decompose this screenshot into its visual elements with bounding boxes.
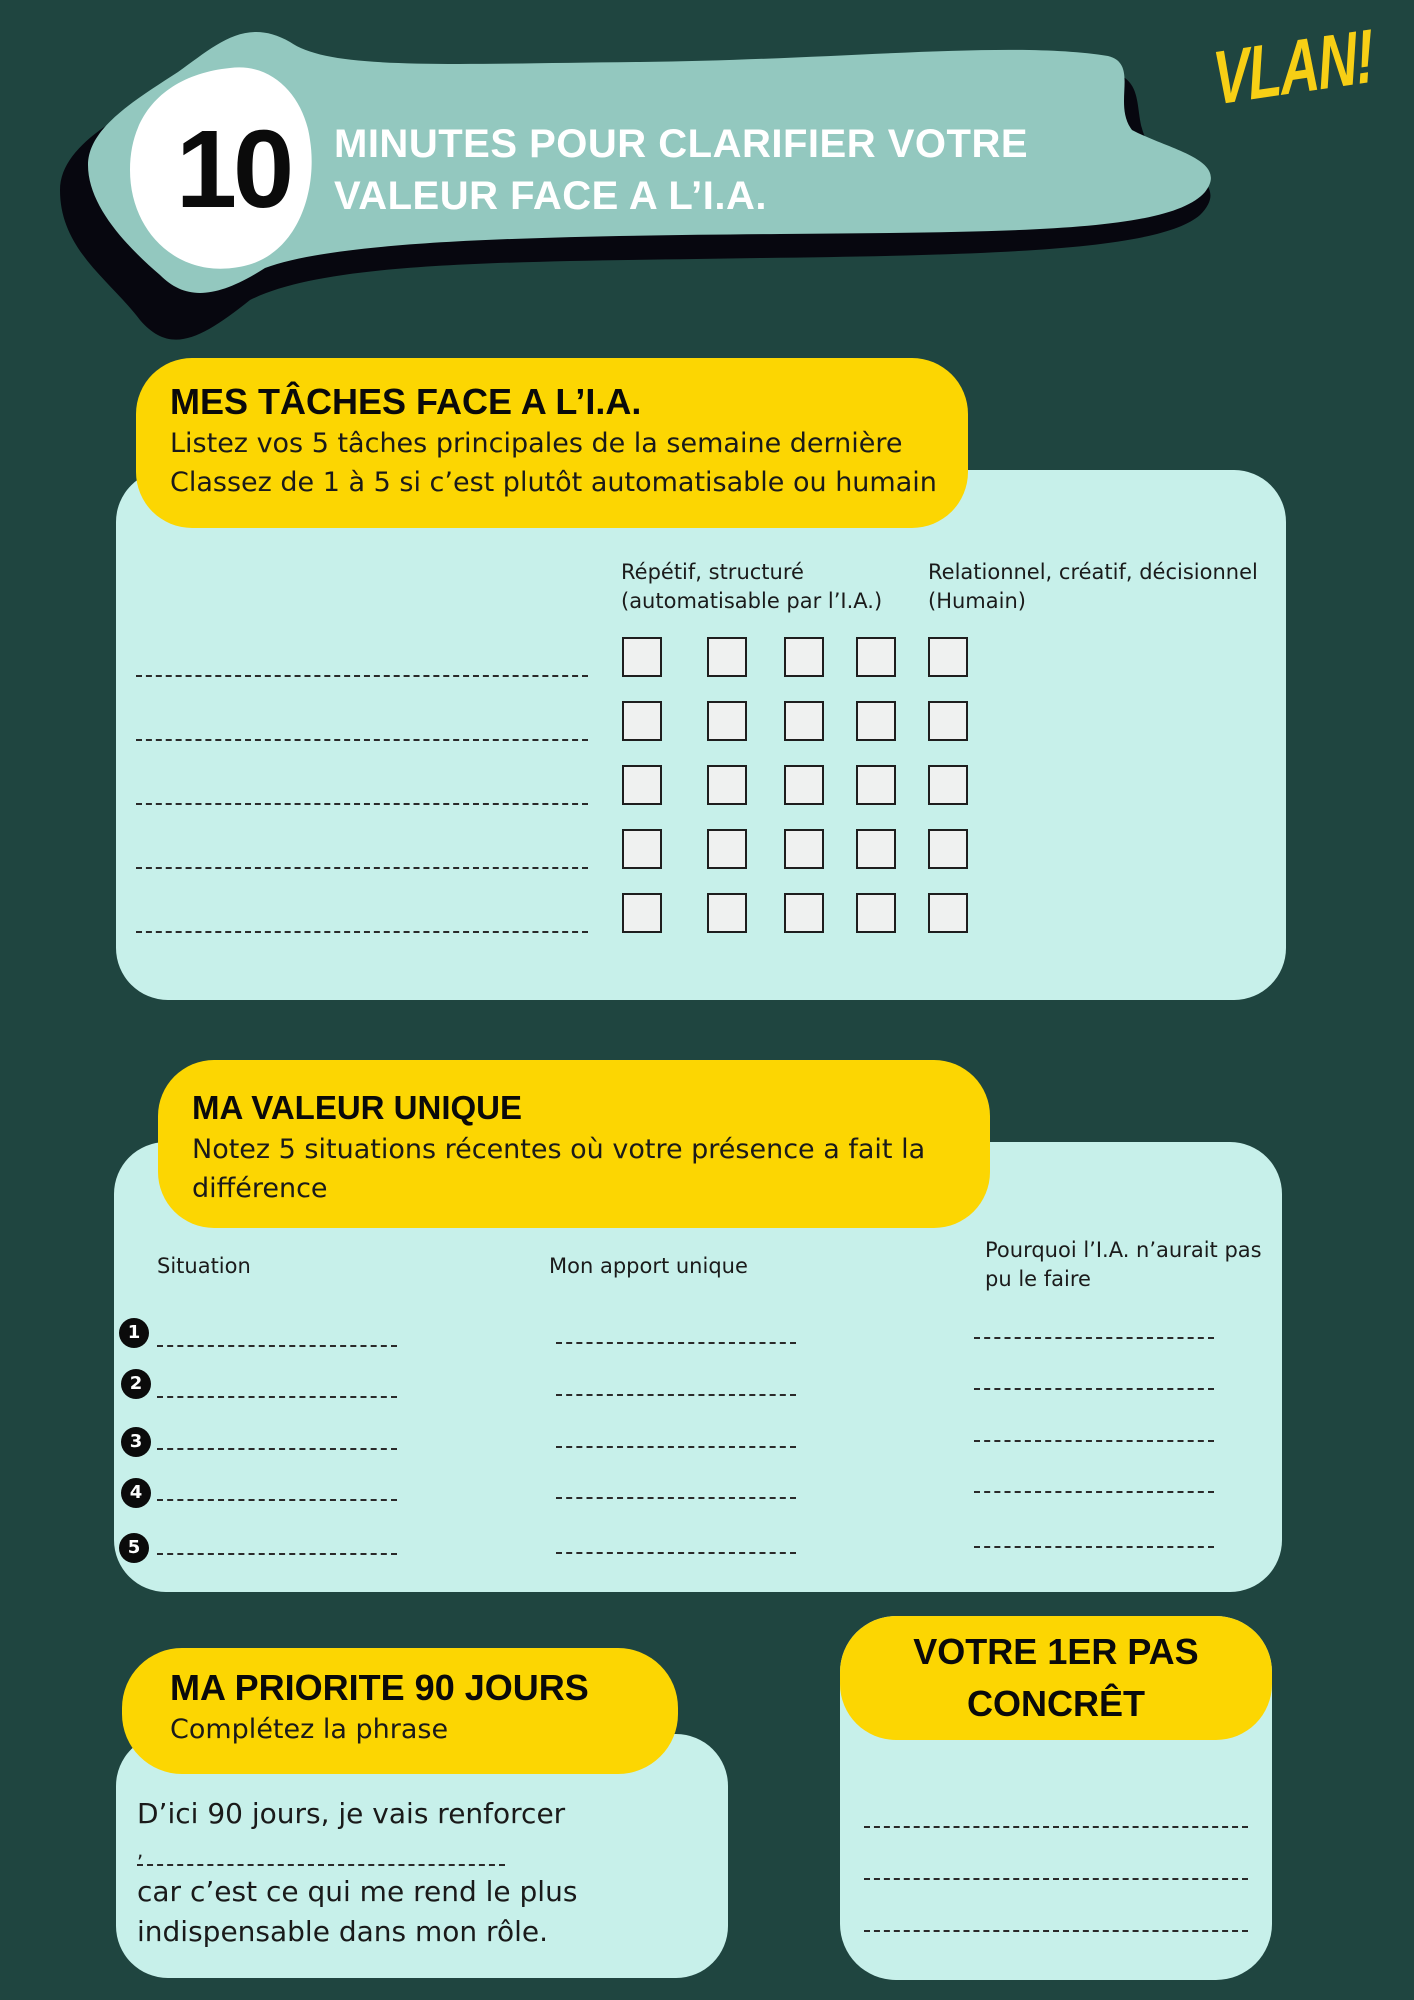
task-line-3[interactable] bbox=[136, 803, 588, 805]
step-title-line2: CONCRÊT bbox=[967, 1683, 1145, 1724]
pourquoi-line-5[interactable] bbox=[974, 1546, 1214, 1548]
task-1-score-2-checkbox[interactable] bbox=[707, 637, 747, 677]
priority-sentence-start: D’ici 90 jours, je vais renforcer bbox=[137, 1797, 566, 1830]
priority-sentence-line3: indispensable dans mon rôle. bbox=[137, 1915, 548, 1948]
task-4-score-4-checkbox[interactable] bbox=[856, 829, 896, 869]
task-3-score-4-checkbox[interactable] bbox=[856, 765, 896, 805]
pourquoi-line-4[interactable] bbox=[974, 1491, 1214, 1493]
task-2-score-2-checkbox[interactable] bbox=[707, 701, 747, 741]
value-col-situation: Situation bbox=[157, 1254, 251, 1278]
tasks-col-automatable-line2: (automatisable par l’I.A.) bbox=[621, 589, 883, 613]
priority-instruction: Complétez la phrase bbox=[170, 1714, 449, 1745]
situation-number-4: 4 bbox=[121, 1478, 151, 1508]
task-3-score-3-checkbox[interactable] bbox=[784, 765, 824, 805]
apport-line-4[interactable] bbox=[556, 1497, 796, 1499]
tasks-col-automatable bbox=[621, 558, 882, 616]
task-5-score-2-checkbox[interactable] bbox=[707, 893, 747, 933]
step-line-1[interactable] bbox=[864, 1826, 1248, 1828]
header-title-line1: MINUTES POUR CLARIFIER VOTRE bbox=[334, 122, 1029, 166]
step-title bbox=[842, 1626, 1270, 1730]
task-line-5[interactable] bbox=[136, 931, 588, 933]
task-4-score-5-checkbox[interactable] bbox=[928, 829, 968, 869]
task-4-score-3-checkbox[interactable] bbox=[784, 829, 824, 869]
task-line-4[interactable] bbox=[136, 867, 588, 869]
tasks-title: MES TÂCHES FACE A L’I.A. bbox=[170, 381, 642, 422]
pourquoi-line-2[interactable] bbox=[974, 1388, 1214, 1390]
apport-line-1[interactable] bbox=[556, 1342, 796, 1344]
situation-number-3: 3 bbox=[121, 1427, 151, 1457]
task-line-1[interactable] bbox=[136, 675, 588, 677]
task-3-score-2-checkbox[interactable] bbox=[707, 765, 747, 805]
value-title: MA VALEUR UNIQUE bbox=[192, 1089, 522, 1126]
task-1-score-4-checkbox[interactable] bbox=[856, 637, 896, 677]
step-title-line1: VOTRE 1ER PAS bbox=[913, 1631, 1199, 1672]
task-5-score-4-checkbox[interactable] bbox=[856, 893, 896, 933]
value-col-pourquoi bbox=[985, 1236, 1262, 1294]
situation-line-4[interactable] bbox=[157, 1499, 397, 1501]
situation-line-2[interactable] bbox=[157, 1396, 397, 1398]
task-1-score-1-checkbox[interactable] bbox=[622, 637, 662, 677]
situation-number-2: 2 bbox=[121, 1369, 151, 1399]
priority-header-pill bbox=[122, 1648, 678, 1774]
task-2-score-1-checkbox[interactable] bbox=[622, 701, 662, 741]
pourquoi-line-1[interactable] bbox=[974, 1337, 1214, 1339]
value-header-pill bbox=[158, 1060, 990, 1228]
priority-sentence-comma: , bbox=[137, 1838, 144, 1862]
task-3-score-5-checkbox[interactable] bbox=[928, 765, 968, 805]
task-line-2[interactable] bbox=[136, 739, 588, 741]
apport-line-3[interactable] bbox=[556, 1446, 796, 1448]
task-4-score-1-checkbox[interactable] bbox=[622, 829, 662, 869]
task-2-score-3-checkbox[interactable] bbox=[784, 701, 824, 741]
tasks-instruction-1: Listez vos 5 tâches principales de la semaine dernière bbox=[170, 428, 903, 459]
task-5-score-3-checkbox[interactable] bbox=[784, 893, 824, 933]
tasks-col-human bbox=[928, 558, 1258, 616]
task-3-score-1-checkbox[interactable] bbox=[622, 765, 662, 805]
situation-line-1[interactable] bbox=[157, 1345, 397, 1347]
tasks-col-automatable-line1: Répétif, structuré bbox=[621, 560, 804, 584]
pourquoi-line-3[interactable] bbox=[974, 1440, 1214, 1442]
value-instruction-2: différence bbox=[192, 1173, 328, 1204]
task-1-score-3-checkbox[interactable] bbox=[784, 637, 824, 677]
tasks-col-human-line2: (Humain) bbox=[928, 589, 1026, 613]
tasks-instruction-2: Classez de 1 à 5 si c’est plutôt automatisable ou humain bbox=[170, 467, 937, 498]
step-line-3[interactable] bbox=[864, 1930, 1248, 1932]
value-col-pourquoi-line2: pu le faire bbox=[985, 1267, 1091, 1291]
priority-title: MA PRIORITE 90 JOURS bbox=[170, 1667, 589, 1708]
task-1-score-5-checkbox[interactable] bbox=[928, 637, 968, 677]
value-instruction-1: Notez 5 situations récentes où votre présence a fait la bbox=[192, 1134, 926, 1165]
priority-fill-line[interactable] bbox=[137, 1864, 505, 1866]
header-number: 10 bbox=[175, 108, 291, 231]
step-line-2[interactable] bbox=[864, 1878, 1248, 1880]
header-title-line2: VALEUR FACE A L’I.A. bbox=[334, 174, 767, 218]
value-col-pourquoi-line1: Pourquoi l’I.A. n’aurait pas bbox=[985, 1238, 1262, 1262]
priority-sentence-line2: car c’est ce qui me rend le plus bbox=[137, 1875, 578, 1908]
situation-line-5[interactable] bbox=[157, 1553, 397, 1555]
brand-logo: VLAN! bbox=[1210, 13, 1376, 122]
task-4-score-2-checkbox[interactable] bbox=[707, 829, 747, 869]
task-5-score-1-checkbox[interactable] bbox=[622, 893, 662, 933]
task-5-score-5-checkbox[interactable] bbox=[928, 893, 968, 933]
value-col-apport: Mon apport unique bbox=[549, 1254, 748, 1278]
apport-line-2[interactable] bbox=[556, 1394, 796, 1396]
tasks-header-pill bbox=[136, 358, 968, 528]
task-2-score-5-checkbox[interactable] bbox=[928, 701, 968, 741]
situation-number-1: 1 bbox=[119, 1318, 149, 1348]
tasks-col-human-line1: Relationnel, créatif, décisionnel bbox=[928, 560, 1258, 584]
situation-number-5: 5 bbox=[119, 1533, 149, 1563]
apport-line-5[interactable] bbox=[556, 1552, 796, 1554]
situation-line-3[interactable] bbox=[157, 1448, 397, 1450]
tasks-panel bbox=[116, 470, 1286, 1000]
header-title bbox=[334, 118, 1094, 222]
task-2-score-4-checkbox[interactable] bbox=[856, 701, 896, 741]
